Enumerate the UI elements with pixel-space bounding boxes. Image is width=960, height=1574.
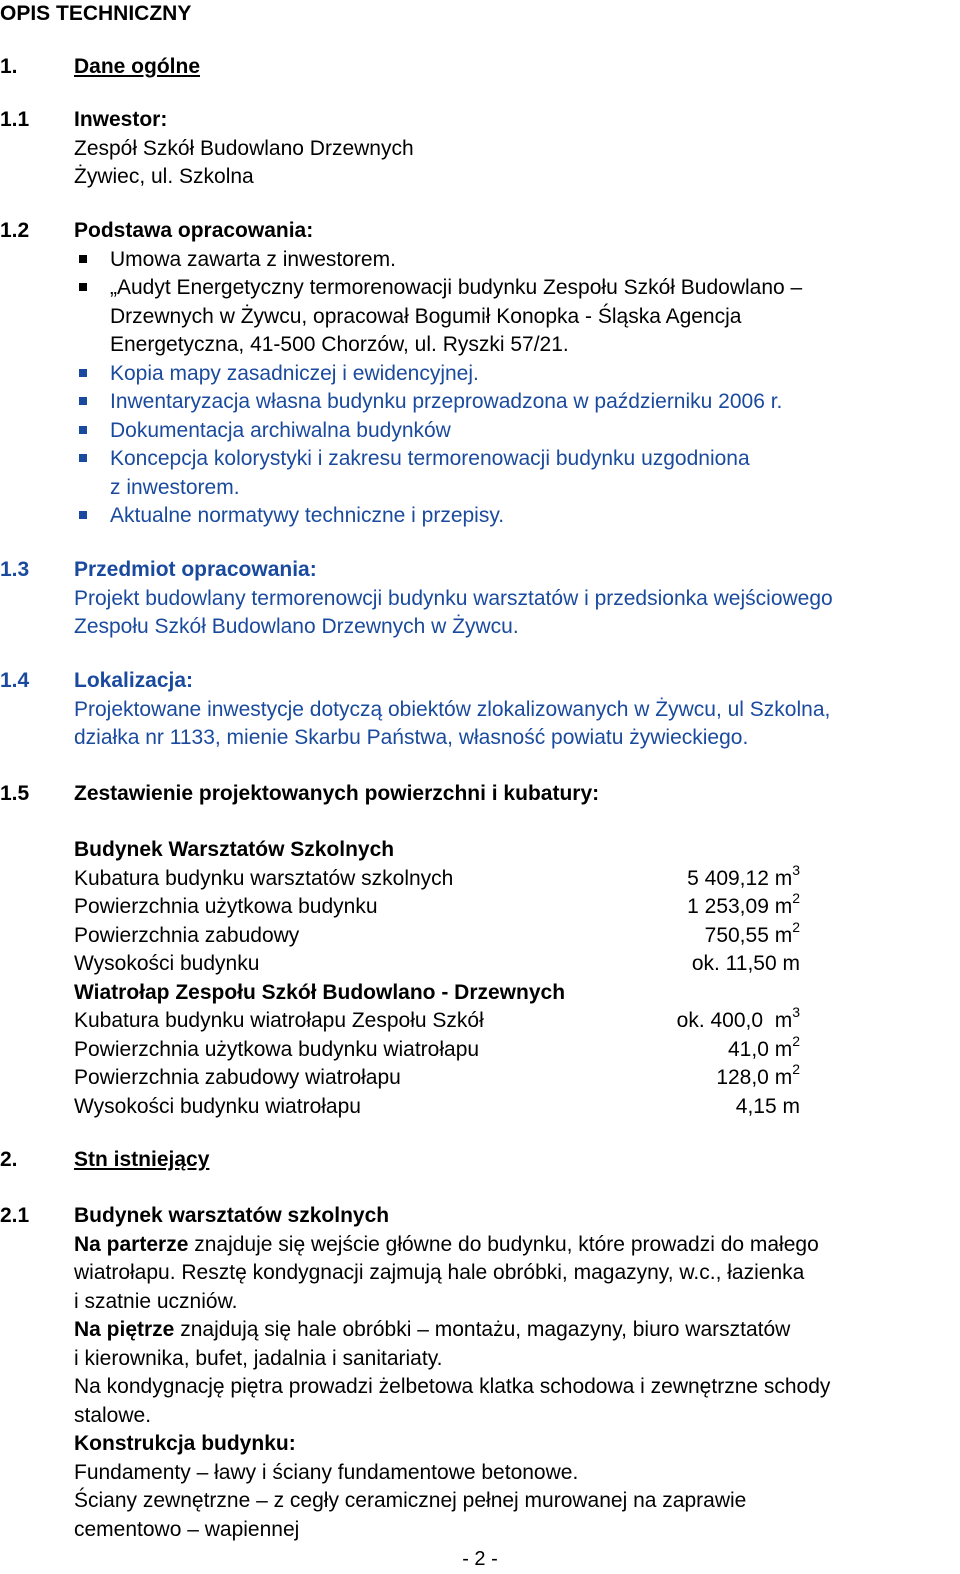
section-title: Podstawa opracowania: — [74, 219, 314, 242]
table-heading-workshops: Budynek Warsztatów Szkolnych — [74, 838, 395, 861]
section-number: 2.1 — [0, 1204, 30, 1227]
table-row: Wysokości budynku wiatrołapu 4,15 m — [74, 1094, 800, 1118]
paragraph-line: Na parterze znajduje się wejście główne do budynku, które prowadzi do małego — [74, 1232, 819, 1256]
bullet-square-icon — [79, 511, 87, 519]
table-row: Kubatura budynku warsztatów szkolnych 5 409,12 $m^3$ — [74, 861, 800, 890]
table-row: Powierzchnia użytkowa budynku 1 253,09 $m^2$ — [74, 890, 800, 918]
section-title: Przedmiot opracowania: — [74, 558, 317, 581]
section-number: 1.4 — [0, 669, 30, 692]
section-number: 1.3 — [0, 558, 30, 581]
paragraph-line: działka nr 1133, mienie Skarbu Państwa, własność powiatu żywieckiego. — [74, 726, 749, 749]
paragraph-line: Na kondygnację piętra prowadzi żelbetowa klatka schodowa i zewnętrzne schody — [74, 1375, 831, 1398]
construction-heading: Konstrukcja budynku: — [74, 1432, 296, 1455]
paragraph-line: i szatnie uczniów. — [74, 1289, 238, 1313]
investor-name: Zespół Szkół Budowlano Drzewnych — [74, 136, 414, 160]
list-item: „Audyt Energetyczny termorenowacji budynku Zespołu Szkół Budowlano – Drzewnych w Żywcu, opracował Bogumił Konopka - Śląska Agencja Energetyczna, 41-500 Chorzów, ul. Ryszki 57/21. — [74, 274, 960, 360]
list-item: Koncepcja kolorystyki i zakresu termorenowacji budynku uzgodniona z inwestorem. — [74, 445, 960, 502]
bullet-square-icon — [79, 454, 87, 462]
page-number: - 2 - — [462, 1548, 498, 1570]
table-row: Powierzchnia użytkowa budynku wiatrołapu 41,0 $m^2$ — [74, 1032, 800, 1061]
table-row: Powierzchnia zabudowy wiatrołapu 128,0 $m^2$ — [74, 1061, 800, 1089]
table-heading-vestibule: Wiatrołap Zespołu Szkół Budowlano - Drzewnych — [74, 980, 566, 1004]
section-number: 1. — [0, 55, 18, 78]
section-number: 1.1 — [0, 108, 30, 131]
section-title: Lokalizacja: — [74, 669, 194, 692]
section-title: Zestawienie projektowanych powierzchni i kubatury: — [74, 782, 600, 805]
section-title: Stn istniejący — [74, 1148, 210, 1171]
table-row: Wysokości budynku ok. 11,50 m — [74, 952, 800, 975]
paragraph-line: Projekt budowlany termorenowcji budynku warsztatów i przedsionka wejściowego — [74, 586, 833, 610]
paragraph-line: Zespołu Szkół Budowlano Drzewnych w Żywcu. — [74, 615, 519, 638]
paragraph-line: Na piętrze znajdują się hale obróbki – montażu, magazyny, biuro warsztatów — [74, 1318, 791, 1341]
investor-address: Żywiec, ul. Szkolna — [74, 165, 254, 188]
section-title: Dane ogólne — [74, 55, 201, 78]
section-number: 1.5 — [0, 782, 30, 805]
paragraph-line: cementowo – wapiennej — [74, 1517, 300, 1541]
list-item: Inwentaryzacja własna budynku przeprowadzona w październiku 2006 r. — [74, 388, 960, 417]
bullet-square-icon — [79, 283, 87, 291]
paragraph-line: Ściany zewnętrzne – z cegły ceramicznej pełnej murowanej na zaprawie — [74, 1489, 747, 1512]
table-row: Kubatura budynku wiatrołapu Zespołu Szkół ok. 400,0 $m^3$ — [74, 1004, 800, 1032]
section-title: Budynek warsztatów szkolnych — [74, 1204, 390, 1227]
table-row: Powierzchnia zabudowy 750,55 $m^2$ — [74, 918, 800, 947]
list-item: Umowa zawarta z inwestorem. — [74, 246, 960, 275]
paragraph-line: Projektowane inwestycje dotyczą obiektów zlokalizowanych w Żywcu, ul Szkolna, — [74, 697, 831, 721]
list-item: Kopia mapy zasadniczej i ewidencyjnej. — [74, 360, 960, 389]
bullet-square-icon — [79, 255, 87, 263]
list-item: Aktualne normatywy techniczne i przepisy. — [74, 502, 960, 531]
section-title: Inwestor: — [74, 108, 168, 131]
bullet-square-icon — [79, 397, 87, 405]
paragraph-line: wiatrołapu. Resztę kondygnacji zajmują hale obróbki, magazyny, w.c., łazienka — [74, 1261, 805, 1284]
section-number: 2. — [0, 1148, 18, 1171]
section-number: 1.2 — [0, 219, 30, 242]
document-title: OPIS TECHNICZNY — [0, 2, 192, 25]
list-item: Dokumentacja archiwalna budynków — [74, 417, 960, 446]
paragraph-line: Fundamenty – ławy i ściany fundamentowe betonowe. — [74, 1460, 579, 1484]
bullet-square-icon — [79, 426, 87, 434]
bullet-square-icon — [79, 369, 87, 377]
paragraph-line: stalowe. — [74, 1403, 152, 1427]
paragraph-line: i kierownika, bufet, jadalnia i sanitariaty. — [74, 1346, 443, 1370]
